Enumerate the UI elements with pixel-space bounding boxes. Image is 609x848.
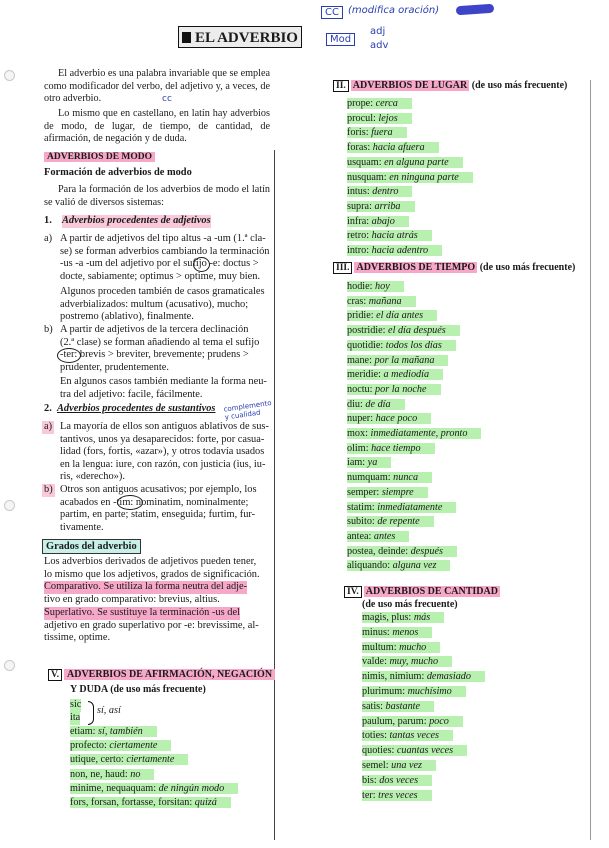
spanish-meaning: el día antes bbox=[376, 310, 424, 322]
punch-hole bbox=[4, 500, 15, 511]
column-divider bbox=[274, 150, 275, 840]
latin-word: non, ne, haud bbox=[70, 768, 125, 780]
list-item bbox=[347, 413, 431, 426]
latin-word: etiam bbox=[70, 726, 93, 737]
spanish-meaning: bastante bbox=[385, 700, 421, 712]
modo-heading: ADVERBIOS DE MODO bbox=[44, 152, 155, 162]
separator: : bbox=[360, 398, 366, 410]
spanish-meaning: hace poco bbox=[375, 413, 418, 425]
latin-word: intro bbox=[347, 245, 367, 256]
handwritten-side-note: complemento y cualidad bbox=[223, 398, 273, 422]
list-item bbox=[362, 790, 432, 803]
separator: : bbox=[393, 641, 400, 653]
list-item bbox=[70, 797, 231, 810]
separator: : bbox=[385, 760, 392, 771]
modo-a-label: a) bbox=[44, 233, 53, 244]
ink-circle bbox=[57, 348, 81, 363]
handwritten-adj: adj bbox=[370, 26, 386, 37]
spanish-meaning: menos bbox=[392, 626, 419, 638]
intro-paragraph-1: El adverbio es una palabra invariable que se emplea como modificador del verbo, del adjetivo y, a veces, de otro adverbio. bbox=[44, 68, 270, 105]
list-item bbox=[347, 157, 463, 170]
lugar-note: (de uso más frecuente) bbox=[471, 80, 568, 91]
latin-word: mox bbox=[347, 428, 366, 439]
latin-word: foras bbox=[347, 142, 368, 154]
latin-word: plurimum bbox=[362, 686, 403, 697]
separator: : bbox=[365, 127, 372, 139]
separator: : bbox=[367, 142, 373, 154]
modo-s1-number: 1. bbox=[44, 215, 52, 226]
latin-word: paulum, parum bbox=[362, 715, 424, 727]
separator: : bbox=[387, 560, 393, 572]
list-item bbox=[347, 325, 460, 338]
separator: : bbox=[386, 626, 393, 638]
text-line: lidad (fors, fortis, «azar»), y otros todavía usados bbox=[60, 446, 265, 458]
ink-scribble bbox=[456, 4, 495, 16]
latin-word: intus bbox=[347, 186, 367, 198]
separator: : bbox=[124, 768, 131, 780]
title-square-icon bbox=[182, 32, 191, 43]
separator: : bbox=[373, 112, 379, 124]
spanish-meaning: después bbox=[410, 545, 443, 557]
latin-word: semper bbox=[347, 486, 377, 498]
spanish-meaning: hoy bbox=[375, 281, 390, 292]
latin-word: profecto bbox=[70, 740, 104, 752]
separator: : bbox=[370, 413, 376, 425]
afirmacion-ita: ita bbox=[70, 712, 81, 723]
tiempo-note: (de uso más frecuente) bbox=[479, 262, 576, 273]
spanish-meaning: sí, también bbox=[98, 726, 143, 737]
separator: : bbox=[368, 530, 374, 542]
list-item bbox=[362, 701, 434, 714]
list-item bbox=[347, 201, 415, 214]
separator: : bbox=[369, 383, 376, 395]
afirmacion-title-2: Y DUDA bbox=[70, 684, 108, 695]
separator: : bbox=[384, 656, 390, 668]
modo-s2-title: Adverbios procedentes de sustantivos bbox=[57, 403, 216, 414]
separator: : bbox=[387, 472, 394, 484]
latin-word: antea bbox=[347, 530, 369, 542]
punch-hole bbox=[4, 660, 15, 671]
separator: : bbox=[366, 245, 372, 256]
latin-word: aliquando bbox=[347, 560, 388, 572]
latin-word: fors, forsan, fortasse, forsitan bbox=[70, 797, 190, 808]
modo-s2b-label: b) bbox=[44, 484, 53, 495]
spanish-meaning: por la mañana bbox=[374, 354, 435, 366]
separator: : bbox=[120, 754, 127, 766]
spanish-meaning: poco bbox=[429, 715, 449, 727]
latin-word: quoties bbox=[362, 745, 392, 757]
modo-s1-title: Adverbios procedentes de adjetivos bbox=[62, 215, 211, 226]
spanish-meaning: de ningún modo bbox=[158, 782, 225, 794]
text-line: ris, «derecho»). bbox=[60, 471, 125, 483]
text-line: tissime, optime. bbox=[44, 632, 111, 644]
latin-word: ter bbox=[362, 789, 373, 801]
separator: : bbox=[373, 774, 380, 786]
list-item bbox=[347, 428, 481, 441]
text-line: tantivos, unos ya desaparecidos: forte, por casua- bbox=[60, 433, 265, 445]
latin-word: olim bbox=[347, 442, 366, 454]
handwritten-adv: adv bbox=[370, 40, 389, 51]
separator: : bbox=[376, 486, 382, 498]
list-item bbox=[70, 754, 188, 767]
list-item bbox=[347, 98, 412, 111]
list-item bbox=[70, 740, 171, 753]
separator: : bbox=[378, 156, 385, 168]
spanish-meaning: ciertamente bbox=[109, 740, 158, 752]
latin-word: pridie bbox=[347, 310, 371, 322]
spanish-meaning: mañana bbox=[368, 295, 402, 307]
list-item bbox=[347, 245, 442, 258]
latin-word: nimis, nimium bbox=[362, 671, 422, 683]
text-line: Algunos proceden también de casos gramaticales bbox=[60, 286, 265, 297]
modo-s2-number: 2. bbox=[44, 403, 52, 414]
separator: : bbox=[366, 186, 373, 198]
latin-word: nusquam bbox=[347, 171, 384, 183]
list-item bbox=[347, 487, 428, 500]
separator: : bbox=[365, 442, 372, 454]
list-item bbox=[70, 769, 154, 782]
list-item bbox=[347, 113, 412, 126]
spanish-meaning: cerca bbox=[375, 98, 398, 109]
cantidad-roman: IV. bbox=[344, 586, 362, 598]
latin-word: noctu bbox=[347, 383, 370, 395]
spanish-meaning: por la noche bbox=[375, 383, 427, 395]
text-line: se) se forman adverbios cambiando la terminación bbox=[60, 245, 270, 257]
spanish-meaning: alguna vez bbox=[392, 560, 437, 572]
latin-word: utique, certo bbox=[70, 754, 121, 766]
list-item bbox=[347, 546, 457, 559]
spanish-meaning: de día bbox=[365, 398, 391, 410]
list-item bbox=[347, 230, 432, 243]
tiempo-roman: III. bbox=[333, 262, 352, 274]
latin-word: semel bbox=[362, 760, 386, 771]
spanish-meaning: ya bbox=[367, 457, 378, 469]
latin-word: retro bbox=[347, 230, 367, 242]
separator: : bbox=[103, 740, 110, 752]
intro-paragraph-2: Lo mismo que en castellano, en latín hay adverbios de modo, de lugar, de tiempo, de cantidad, de afirmación, de negación y de duda. bbox=[44, 108, 270, 145]
spanish-meaning: quizá bbox=[194, 797, 217, 808]
spanish-meaning: tantas veces bbox=[389, 730, 439, 742]
brace bbox=[88, 701, 94, 725]
latin-word: meridie bbox=[347, 369, 379, 381]
page-title bbox=[178, 26, 302, 48]
separator: : bbox=[363, 295, 369, 307]
list-item bbox=[347, 127, 407, 140]
list-item bbox=[347, 216, 409, 229]
separator: : bbox=[369, 200, 375, 212]
list-item bbox=[362, 627, 432, 640]
modo-s2a-label: a) bbox=[44, 421, 53, 432]
list-item bbox=[347, 172, 473, 185]
spanish-meaning: hace tiempo bbox=[371, 442, 421, 454]
spanish-meaning: cuantas veces bbox=[396, 745, 454, 757]
spanish-meaning: nunca bbox=[393, 472, 419, 484]
spanish-meaning: dos veces bbox=[379, 774, 419, 786]
latin-word: usquam bbox=[347, 156, 379, 168]
latin-word: quotidie bbox=[347, 339, 381, 351]
list-item bbox=[347, 472, 432, 485]
list-item bbox=[362, 656, 452, 669]
text-line: La mayoría de ellos son antiguos ablativos de sus- bbox=[60, 421, 269, 432]
text-line: (2.ª clase) se forman añadiendo al tema el sufijo bbox=[60, 336, 260, 348]
spanish-meaning: de repente bbox=[377, 516, 420, 528]
latin-word: magis, plus bbox=[362, 612, 409, 623]
separator: : bbox=[391, 745, 397, 757]
handwritten-cc: CC bbox=[321, 6, 343, 19]
spanish-meaning: muy, mucho bbox=[389, 656, 439, 668]
text-line: Superlativo. Se sustituye la terminación -us del bbox=[44, 607, 240, 618]
separator: : bbox=[153, 782, 159, 794]
separator: : bbox=[369, 354, 375, 366]
text-line: postremo (ablativo), finalmente. bbox=[60, 311, 194, 323]
spanish-meaning: más bbox=[413, 612, 431, 623]
latin-word: supra bbox=[347, 200, 370, 212]
text-line: prudenter, prudentemente. bbox=[60, 361, 169, 373]
spanish-meaning: hacia atrás bbox=[371, 230, 418, 242]
spanish-meaning: todos los días bbox=[385, 339, 442, 351]
separator: : bbox=[369, 281, 376, 292]
text-line: acabados en -tim: nominatim, nominalmente; bbox=[60, 496, 249, 508]
spanish-meaning: dentro bbox=[372, 186, 399, 198]
modo-subheading: Formación de adverbios de modo bbox=[44, 167, 192, 178]
spanish-meaning: fuera bbox=[371, 127, 393, 139]
spanish-meaning: hacia afuera bbox=[372, 142, 425, 154]
separator: : bbox=[421, 671, 427, 683]
separator: : bbox=[371, 501, 378, 513]
separator: : bbox=[402, 686, 408, 697]
text-line: -us -a -um del adjetivo por el sufijo -e: doctus > bbox=[60, 258, 259, 270]
list-item bbox=[70, 726, 157, 739]
afirmacion-note: (de uso más frecuente) bbox=[110, 684, 206, 695]
list-item bbox=[347, 516, 434, 529]
list-item bbox=[362, 760, 436, 773]
afirmacion-heading bbox=[48, 669, 275, 681]
list-item bbox=[347, 340, 456, 353]
separator: : bbox=[383, 171, 390, 183]
list-item bbox=[362, 671, 485, 684]
list-item bbox=[362, 686, 466, 699]
cantidad-note: (de uso más frecuente) bbox=[362, 599, 458, 610]
text-line: adverbializados: multum (acusativo), mucho; bbox=[60, 298, 249, 310]
separator: : bbox=[408, 612, 414, 623]
separator: : bbox=[372, 789, 379, 801]
text-line: docte, sabiamente; optimus > optime, muy bien. bbox=[60, 270, 261, 282]
latin-word: foris bbox=[347, 127, 366, 139]
text-line: A partir de adjetivos de la tercera declinación bbox=[60, 324, 249, 335]
latin-word: infra bbox=[347, 215, 367, 227]
spanish-meaning: ciertamente bbox=[126, 754, 175, 766]
cantidad-title: ADVERBIOS DE CANTIDAD bbox=[365, 586, 498, 597]
list-item bbox=[347, 560, 450, 573]
list-item bbox=[347, 457, 391, 470]
list-item bbox=[347, 369, 443, 382]
spanish-meaning: tres veces bbox=[378, 789, 418, 801]
latin-word: prope bbox=[347, 98, 371, 109]
list-item bbox=[347, 502, 456, 515]
list-item bbox=[347, 399, 405, 412]
separator: : bbox=[384, 730, 390, 742]
separator: : bbox=[362, 457, 368, 469]
latin-word: minime, nequaquam bbox=[70, 782, 154, 794]
spanish-meaning: en ninguna parte bbox=[389, 171, 459, 183]
latin-word: satis bbox=[362, 700, 381, 712]
afirmacion-heading-line2 bbox=[70, 684, 206, 695]
spanish-meaning: arriba bbox=[374, 200, 401, 212]
right-edge-line bbox=[590, 80, 591, 840]
handwritten-cc-note: (modifica oración) bbox=[348, 5, 440, 16]
list-item bbox=[347, 310, 437, 323]
latin-word: nuper bbox=[347, 413, 371, 425]
text-line: lo mismo que los adjetivos, grados de significación. bbox=[44, 568, 260, 580]
list-item bbox=[347, 384, 441, 397]
spanish-meaning: inmediatamente bbox=[377, 501, 443, 513]
ink-circle bbox=[117, 495, 143, 510]
latin-word: postridie bbox=[347, 325, 383, 337]
text-line: Los adverbios derivados de adjetivos pueden tener, bbox=[44, 556, 257, 567]
list-item bbox=[347, 443, 435, 456]
latin-word: bis bbox=[362, 774, 374, 786]
list-item bbox=[362, 642, 440, 655]
text-line: tra del adjetivo: facile, fácilmente. bbox=[60, 388, 203, 400]
list-item bbox=[347, 296, 416, 309]
cantidad-heading bbox=[344, 586, 500, 598]
latin-word: minus bbox=[362, 626, 387, 638]
text-line: adjetivo en grado superlativo por -e: brevissime, al- bbox=[44, 619, 259, 631]
text-line: tivo en grado comparativo: brevius, altius. bbox=[44, 593, 220, 605]
latin-word: hodie bbox=[347, 281, 370, 292]
list-item bbox=[347, 355, 448, 368]
page-title-text: EL ADVERBIO bbox=[195, 30, 298, 46]
latin-word: cras bbox=[347, 295, 364, 307]
afirmacion-roman: V. bbox=[48, 669, 62, 681]
spanish-meaning: hacia adentro bbox=[371, 245, 429, 256]
spanish-meaning: abajo bbox=[371, 215, 395, 227]
separator: : bbox=[370, 98, 376, 109]
latin-word: toties bbox=[362, 730, 385, 742]
spanish-meaning: lejos bbox=[378, 112, 398, 124]
modo-intro: Para la formación de los adverbios de modo el latín se valió de diversos sistemas: bbox=[44, 184, 270, 208]
list-item bbox=[347, 531, 409, 544]
handwritten-mod: Mod bbox=[326, 33, 355, 46]
text-line: -ter: brevis > breviter, brevemente; prudens > bbox=[60, 349, 249, 361]
text-line: Comparativo. Se utiliza la forma neutra del adje- bbox=[44, 581, 248, 592]
separator: : bbox=[380, 700, 386, 712]
afirmacion-sic-ita-meaning: sí, así bbox=[97, 705, 121, 716]
separator: : bbox=[366, 215, 372, 227]
spanish-meaning: el día después bbox=[388, 325, 446, 337]
afirmacion-sic: sic bbox=[70, 699, 82, 710]
text-line: partim, en parte; statim, enseguida; furtim, fur- bbox=[60, 509, 256, 521]
ink-circle bbox=[193, 257, 210, 272]
separator: : bbox=[378, 369, 384, 381]
list-item bbox=[362, 745, 467, 758]
separator: : bbox=[365, 428, 371, 439]
spanish-meaning: a mediodía bbox=[383, 369, 430, 381]
spanish-meaning: inmediatamente, pronto bbox=[370, 428, 468, 439]
latin-word: statim bbox=[347, 501, 372, 513]
latin-word: valde bbox=[362, 656, 385, 668]
list-item bbox=[362, 716, 463, 729]
separator: : bbox=[92, 726, 99, 737]
latin-word: procul bbox=[347, 112, 374, 124]
text-line: Otros son antiguos acusativos; por ejemplo, los bbox=[60, 484, 257, 495]
latin-word: iam bbox=[347, 457, 363, 469]
separator: : bbox=[366, 230, 372, 242]
list-item bbox=[362, 730, 453, 743]
lugar-heading bbox=[333, 80, 567, 92]
lugar-roman: II. bbox=[333, 80, 349, 92]
tiempo-title: ADVERBIOS DE TIEMPO bbox=[356, 262, 476, 273]
spanish-meaning: antes bbox=[373, 530, 396, 542]
handwritten-cc-margin: cc bbox=[162, 94, 172, 104]
list-item bbox=[347, 142, 439, 155]
spanish-meaning: una vez bbox=[391, 760, 422, 771]
separator: : bbox=[423, 715, 430, 727]
list-item bbox=[362, 775, 432, 788]
spanish-meaning: no bbox=[130, 768, 141, 780]
separator: : bbox=[380, 339, 386, 351]
list-item bbox=[347, 186, 412, 199]
latin-word: mane bbox=[347, 354, 370, 366]
spanish-meaning: mucho bbox=[399, 641, 427, 653]
punch-hole bbox=[4, 70, 15, 81]
spanish-meaning: demasiado bbox=[426, 671, 471, 683]
latin-word: diu bbox=[347, 398, 361, 410]
separator: : bbox=[189, 797, 195, 808]
text-line: En algunos casos también mediante la forma neu- bbox=[60, 376, 267, 387]
list-item bbox=[362, 612, 444, 625]
tiempo-heading bbox=[333, 262, 575, 274]
separator: : bbox=[382, 325, 389, 337]
text-line: en la lengua: iure, con razón, con justicia (ius, iu- bbox=[60, 458, 266, 470]
separator: : bbox=[371, 516, 378, 528]
latin-word: subito bbox=[347, 516, 372, 528]
spanish-meaning: en alguna parte bbox=[384, 156, 449, 168]
spanish-meaning: muchísimo bbox=[407, 686, 452, 697]
text-line: tivamente. bbox=[60, 521, 104, 533]
latin-word: multum bbox=[362, 641, 394, 653]
list-item bbox=[70, 783, 238, 796]
spanish-meaning: siempre bbox=[381, 486, 414, 498]
latin-word: postea, deinde bbox=[347, 545, 406, 557]
modo-b-label: b) bbox=[44, 324, 53, 335]
latin-word: numquam bbox=[347, 472, 388, 484]
lugar-title: ADVERBIOS DE LUGAR bbox=[352, 80, 468, 91]
separator: : bbox=[370, 310, 377, 322]
grados-heading: Grados del adverbio bbox=[42, 539, 141, 554]
list-item bbox=[347, 281, 404, 294]
text-line: A partir de adjetivos del tipo altus -a -um (1.ª cla- bbox=[60, 233, 266, 244]
afirmacion-title: ADVERBIOS DE AFIRMACIÓN, NEGACIÓN bbox=[64, 669, 275, 680]
separator: : bbox=[405, 545, 411, 557]
